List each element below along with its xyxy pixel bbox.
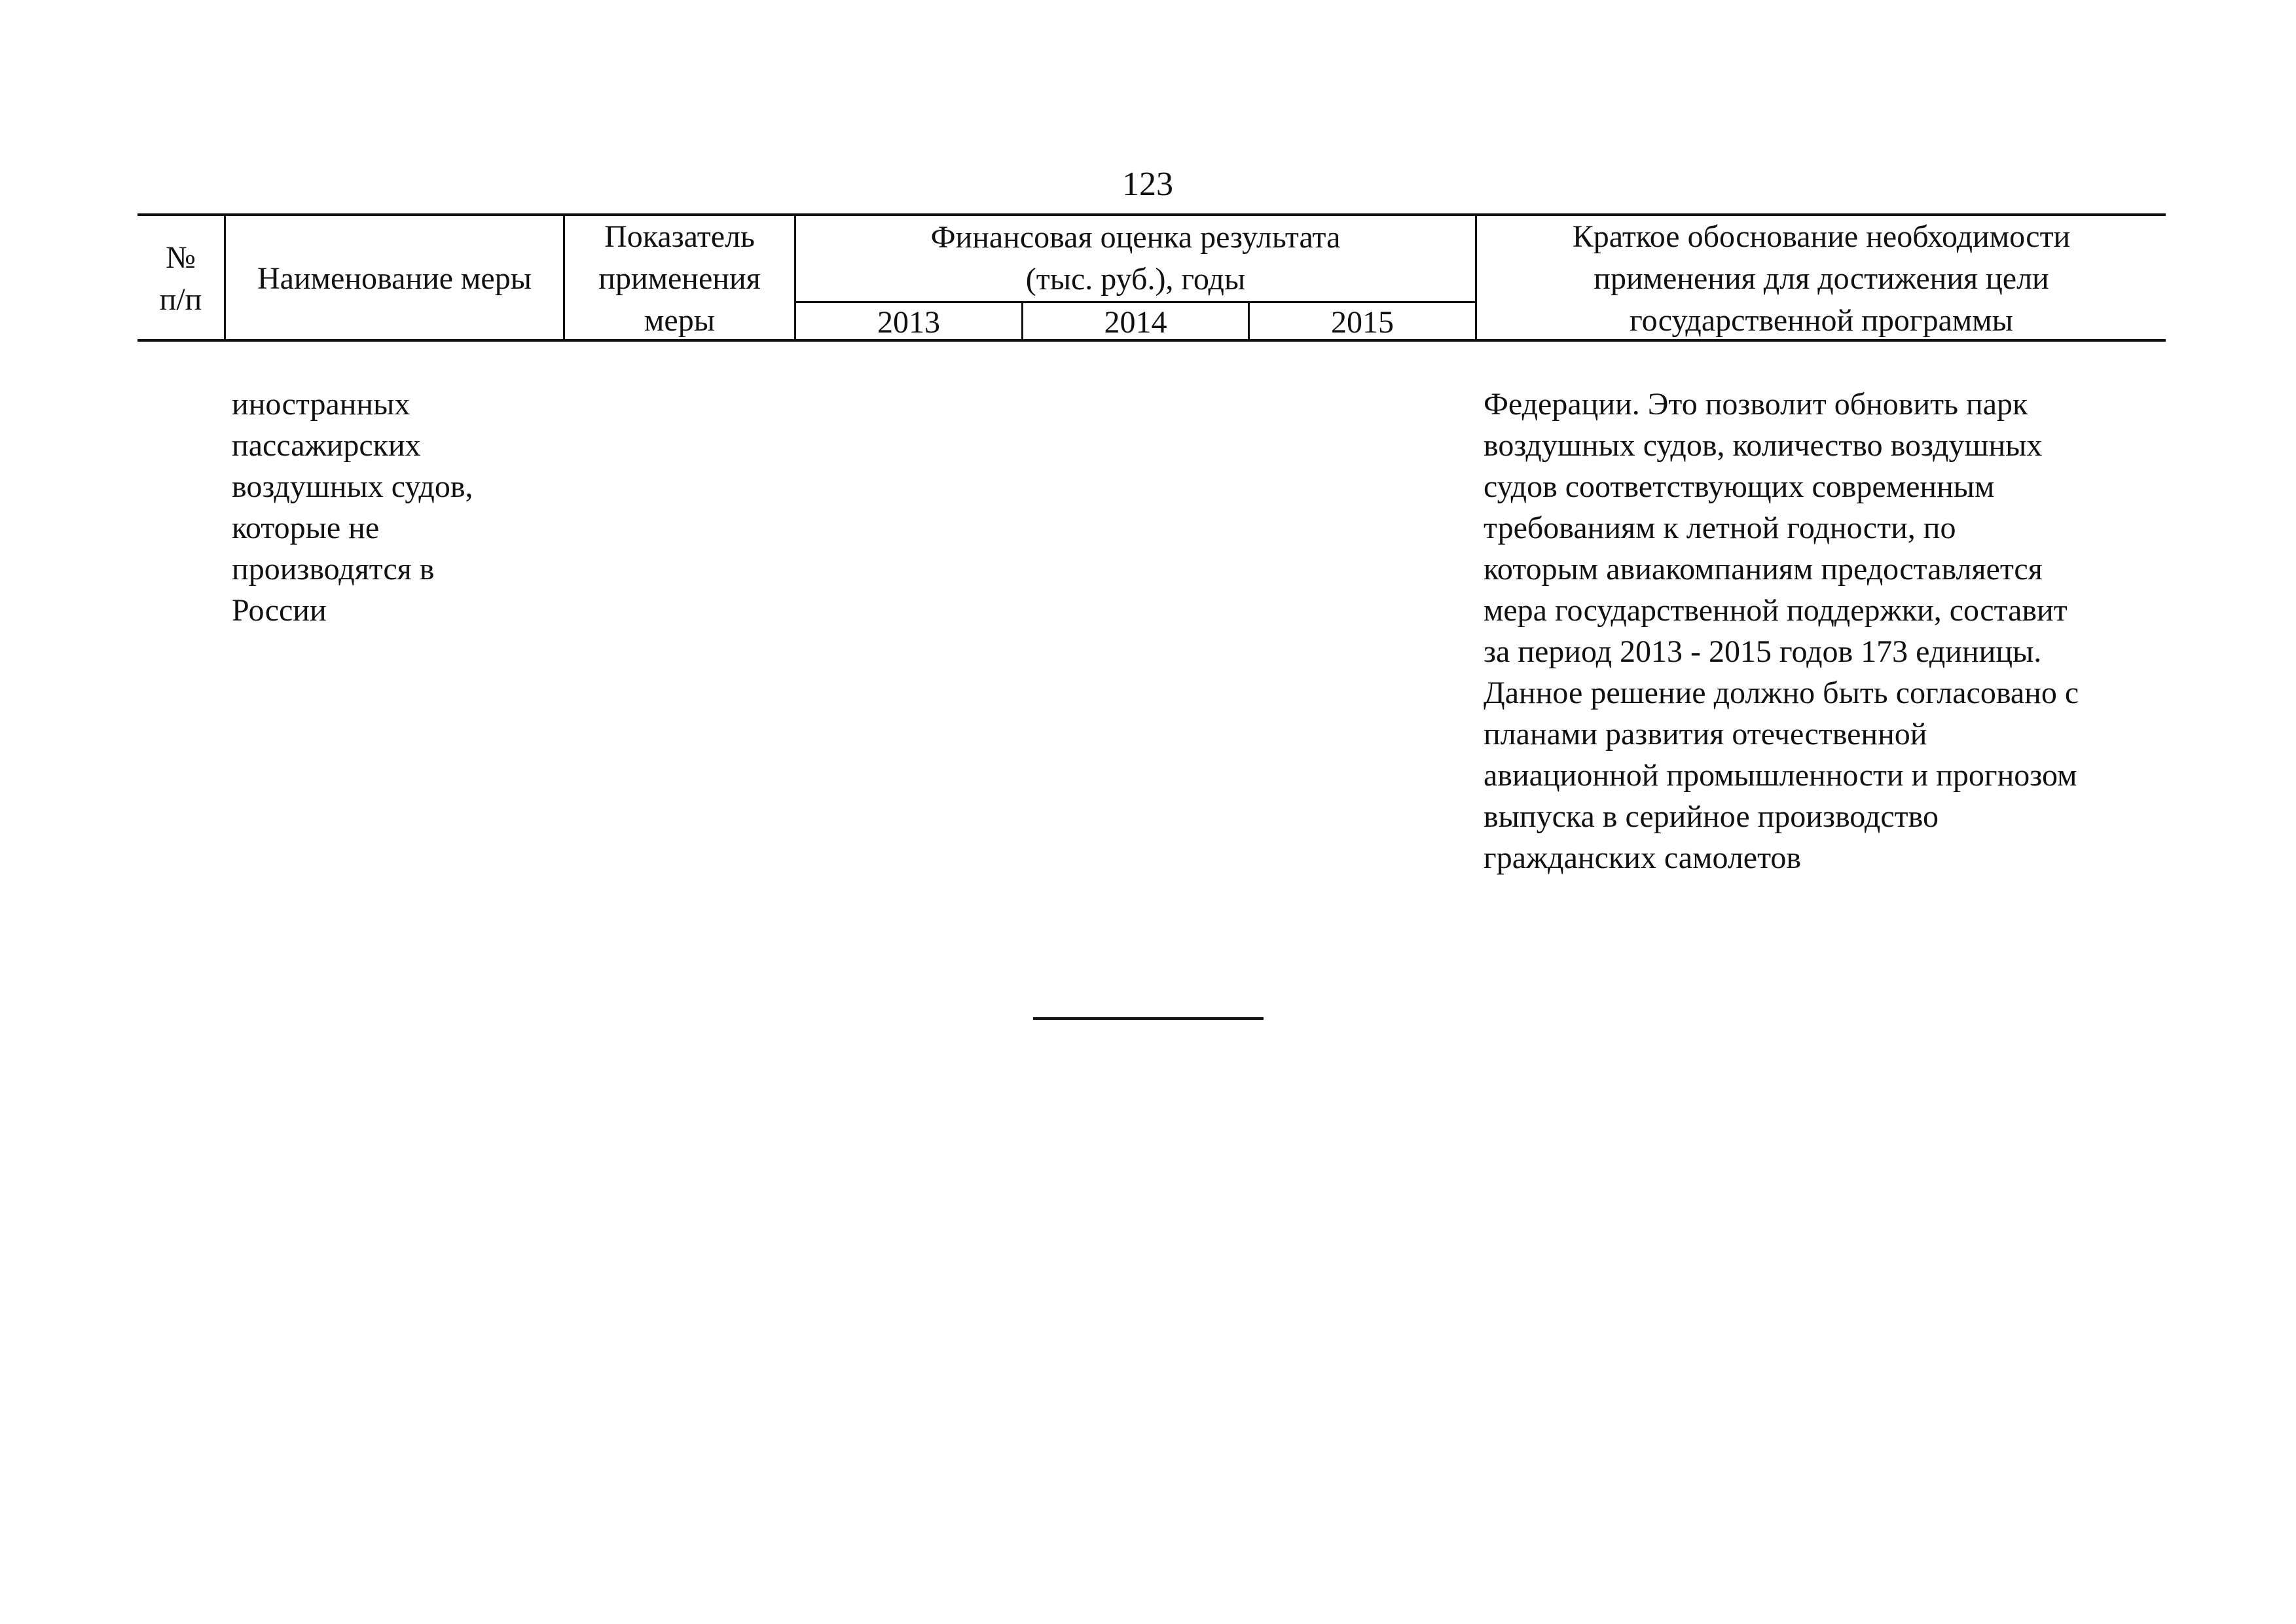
header-justification: Краткое обоснование необходимости применения для достижения цели государственной программы [1572, 219, 2071, 338]
header-number: № п/п [159, 240, 202, 317]
justification-text: Федерации. Это позволит обновить парк воздушных судов, количество воздушных судов соответствующих современным требованиям к летной годности, по которым авиакомпаниям предоставляется мера государственной поддержки, составит за период 2013 - 2015 годов 173 единицы. Данное решение должно быть согласовано с планами развития отечественной авиационной промышленности и прогнозом выпуска в серийное производство гражданских самолетов [1484, 387, 2079, 875]
header-year-2013: 2013 [877, 304, 940, 340]
header-measure-name: Наименование меры [257, 261, 532, 296]
header-year-2015: 2015 [1331, 304, 1394, 340]
table-header [137, 213, 2166, 342]
measure-name-text: иностранных пассажирских воздушных судов, которые не производятся в России [232, 387, 473, 628]
end-divider [1033, 1017, 1264, 1020]
page-number: 123 [1122, 166, 1173, 203]
header-year-2014: 2014 [1104, 304, 1167, 340]
header-financial-estimate: Финансовая оценка результата (тыс. руб.), годы [930, 220, 1341, 297]
header-indicator: Показатель применения меры [598, 219, 761, 338]
